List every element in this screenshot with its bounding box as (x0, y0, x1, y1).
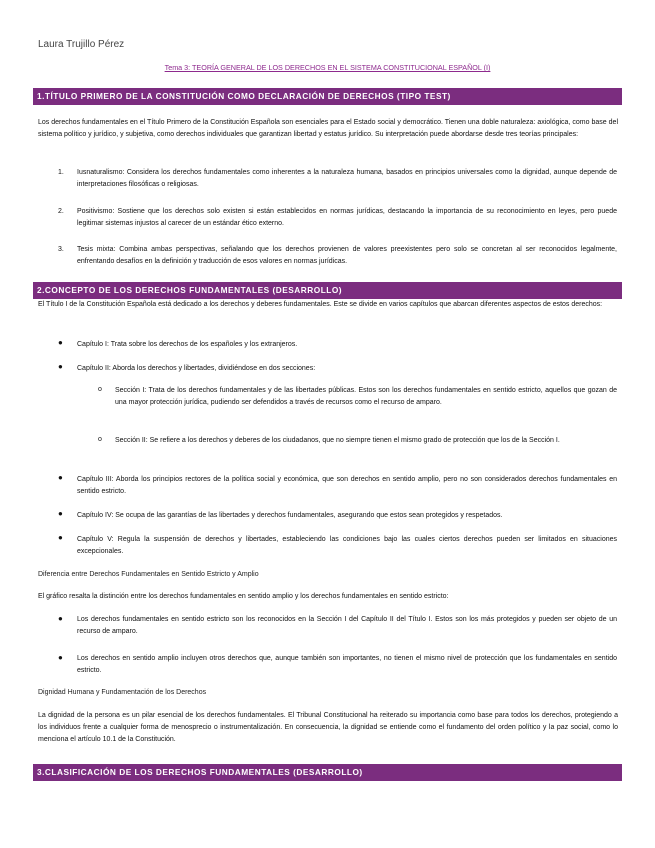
bullet-icon: ● (58, 533, 63, 542)
bullet-icon: ● (58, 653, 63, 662)
chapter-5: Capítulo V: Regula la suspensión de derechos y libertades, estableciendo las condiciones bajo las cuales ciertos derechos pueden ser limitados en situaciones excepcionales. (77, 536, 617, 556)
list-item-positivismo: Positivismo: Sostiene que los derechos solo existen si están establecidos en normas jurídicas, destacando la importancia de su reconocimiento en leyes, pero puede legitimar sistemas injustos al carecer de un estándar ético externo. (77, 208, 617, 228)
bullet-icon: ● (58, 362, 63, 371)
sub-bullet-icon: o (98, 436, 102, 443)
list-number: 1. (58, 169, 64, 176)
section-1-heading: 1.TÍTULO PRIMERO DE LA CONSTITUCIÓN COMO DECLARACIÓN DE DERECHOS (TIPO TEST) (33, 88, 622, 105)
list-number: 3. (58, 246, 64, 253)
sub-bullet-icon: o (98, 386, 102, 393)
dignity-heading: Dignidad Humana y Fundamentación de los Derechos (38, 689, 207, 696)
section-ii: Sección II: Se refiere a los derechos y deberes de los ciudadanos, que no siempre tienen el mismo grado de protección que los de la Sección I. (115, 437, 560, 444)
section-1-intro: Los derechos fundamentales en el Título Primero de la Constitución Española son esenciales para el Estado social y democrático. Tienen una doble naturaleza: axiológica, como base del sistema político y jurídico, y subjetiva, como derechos individuales que garantizan libertad y estatus jurídico. Su interpretación puede abordarse desde tres teorías principales: (38, 119, 618, 139)
chapter-3: Capítulo III: Aborda los principios rectores de la política social y económica, que son derechos en sentido amplio, pero no son considerados derechos fundamentales en sentido estricto. (77, 476, 617, 496)
document-title: Tema 3: TEORÍA GENERAL DE LOS DERECHOS EN EL SISTEMA CONSTITUCIONAL ESPAÑOL (I) (164, 63, 491, 72)
difference-heading: Diferencia entre Derechos Fundamentales en Sentido Estricto y Amplio (38, 571, 259, 578)
difference-strict: Los derechos fundamentales en sentido estricto son los reconocidos en la Sección I del Capítulo II del Título I. Estos son los más protegidos y pueden ser objeto de un recurso de amparo. (77, 616, 617, 636)
chapter-4: Capítulo IV: Se ocupa de las garantías de las libertades y derechos fundamentales, asegurando que estos sean protegidos y respetados. (77, 512, 503, 519)
difference-intro: El gráfico resalta la distinción entre los derechos fundamentales en sentido amplio y los derechos fundamentales en sentido estricto: (38, 593, 449, 600)
bullet-icon: ● (58, 473, 63, 482)
list-item-tesis-mixta: Tesis mixta: Combina ambas perspectivas, señalando que los derechos provienen de valores preexistentes pero solo se concretan al ser reconocidos legalmente, enfrentando desafíos en la definición y traducción de esos valores en normas jurídicas. (77, 246, 617, 266)
bullet-icon: ● (58, 614, 63, 623)
bullet-icon: ● (58, 338, 63, 347)
bullet-icon: ● (58, 509, 63, 518)
list-item-iusnaturalismo: Iusnaturalismo: Considera los derechos fundamentales como inherentes a la naturaleza humana, basados en principios universales como la dignidad, aunque depende de interpretaciones filosóficas o religiosas. (77, 169, 617, 189)
section-i: Sección I: Trata de los derechos fundamentales y de las libertades públicas. Estos son los derechos fundamentales en sentido estricto, aquellos que gozan de una mayor protección jurídica, pudiendo ser defendidos a través de recursos como el recurso de amparo. (115, 387, 617, 407)
list-number: 2. (58, 208, 64, 215)
author-name: Laura Trujillo Pérez (38, 39, 125, 50)
section-3-heading: 3.CLASIFICACIÓN DE LOS DERECHOS FUNDAMENTALES (DESARROLLO) (33, 764, 622, 781)
chapter-2: Capítulo II: Aborda los derechos y libertades, dividiéndose en dos secciones: (77, 365, 316, 372)
dignity-text: La dignidad de la persona es un pilar esencial de los derechos fundamentales. El Tribunal Constitucional ha reiterado su importancia como base para todos los derechos, protegiendo a los individuos frente a cualquier forma de menosprecio o instrumentalización. En consecuencia, la dignidad se entiende como el fundamento del orden político y la paz social, como lo menciona el artículo 10.1 de la Constitución. (38, 712, 618, 744)
chapter-1: Capítulo I: Trata sobre los derechos de los españoles y los extranjeros. (77, 341, 298, 348)
difference-broad: Los derechos en sentido amplio incluyen otros derechos que, aunque también son importantes, no tienen el mismo nivel de protección que los fundamentales en sentido estricto. (77, 655, 617, 675)
section-2-intro: El Título I de la Constitución Española está dedicado a los derechos y deberes fundamentales. Este se divide en varios capítulos que abarcan diferentes aspectos de estos derechos: (38, 301, 603, 308)
section-2-heading: 2.CONCEPTO DE LOS DERECHOS FUNDAMENTALES (DESARROLLO) (33, 282, 622, 299)
